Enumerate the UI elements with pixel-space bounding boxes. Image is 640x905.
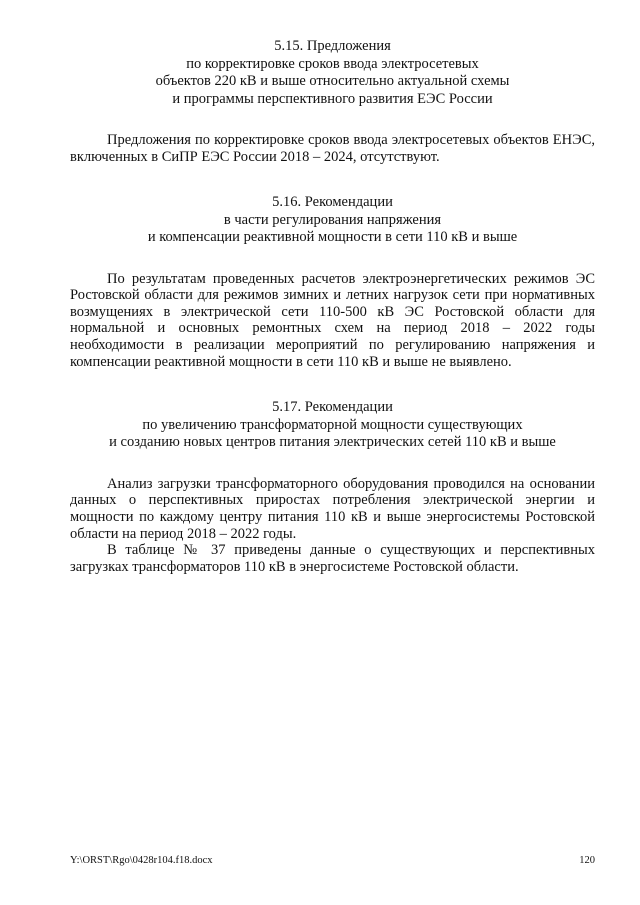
section-heading-5-15 (70, 38, 595, 108)
heading-line: 5.15. Предложения (274, 38, 391, 54)
page-footer (70, 855, 595, 867)
file-path: Y:\ORST\Rgo\0428r104.f18.docx (70, 855, 213, 866)
heading-line: и программы перспективного развития ЕЭС России (172, 90, 493, 107)
heading-line: 5.17. Рекомендации (272, 399, 393, 416)
section-heading-5-16 (70, 194, 595, 247)
paragraph: Предложения по корректировке сроков ввода электросетевых объектов ЕНЭС, включенных в СиПР ЕЭС России 2018 – 2024, отсутствуют. (70, 132, 595, 165)
heading-line: в части регулирования напряжения (223, 211, 442, 228)
page-number: 120 (579, 855, 595, 866)
heading-line: объектов 220 кВ и выше относительно актуальной схемы (155, 73, 510, 89)
heading-line: и компенсации реактивной мощности в сети 110 кВ и выше (147, 229, 518, 246)
paragraph: Анализ загрузки трансформаторного оборудования проводился на основании данных о перспективных приростах потребления электрической энергии и мощности по каждому центру питания 110 кВ и выше энергосистемы Ростовской области на период 2018 – 2022 годы. (70, 475, 595, 542)
page-content (70, 38, 595, 575)
heading-line: и созданию новых центров питания электрических сетей 110 кВ и выше (109, 434, 556, 451)
paragraph: В таблице № 37 приведены данные о существующих и перспективных загрузках трансформаторов 110 кВ в энергосистеме Ростовской области. (70, 542, 595, 575)
heading-line: по корректировке сроков ввода электросетевых (186, 55, 479, 72)
paragraph: По результатам проведенных расчетов электроэнергетических режимов ЭС Ростовской области для режимов зимних и летних нагрузок сети при нормативных возмущениях в электрической сети 110-500 кВ ЭС Ростовской области для нормальной и основных ремонтных схем на период 2018 – 2022 годы необходимости в реализации мероприятий по регулированию напряжения и компенсации реактивной мощности в сети 110 кВ и выше не выявлено. (70, 270, 595, 370)
heading-line: по увеличению трансформаторной мощности существующих (142, 416, 523, 433)
section-heading-5-17 (70, 399, 595, 452)
heading-line: 5.16. Рекомендации (272, 194, 393, 211)
